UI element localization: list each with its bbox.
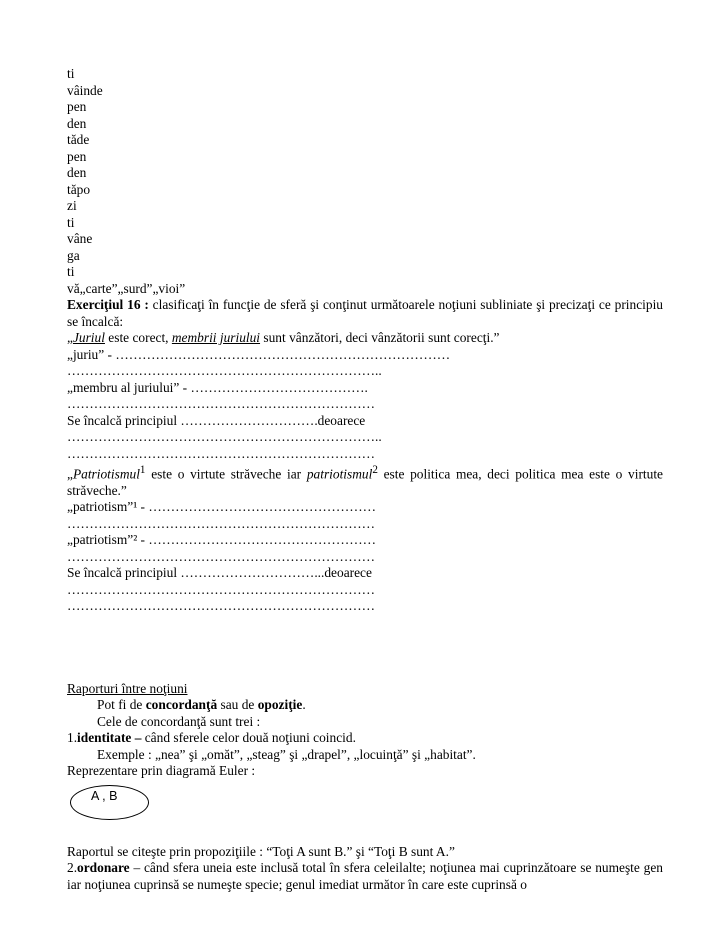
syllable-line: ti [67,214,75,230]
syllable-line: ga [67,247,80,263]
answer-line: …………………………………………………………….. [67,429,382,444]
section-heading: Raporturi între noţiuni [67,680,188,696]
syllable-line: tăde [67,132,90,147]
answer-line: „patriotism”¹ - …………………………………………… [67,499,376,515]
answer-line: …………………………………………………………… [67,396,375,411]
exercise-16-statement: Exerciţiul 16 : clasificaţi în funcţie de sferă şi conţinut următoarele noţiuni subliniate şi precizaţi ce principiu se încalcă: [67,297,663,329]
syllable-line: den [67,115,87,131]
syllable-line: vâne [67,231,93,246]
syllable-line: zi [67,198,77,213]
syllable-line: vâinde [67,82,103,98]
answer-line: …………………………………………………………… [67,515,375,531]
word-list-line: vă„carte”„surd”„vioi” [67,280,186,296]
exercise-sentence-2: „Patriotismul$^1$ este o virtute străveche iar patriotismul$^2$ este politica mea, deci politica mea este o virtute străveche.” [67,464,664,498]
list-item-identitate: 1.identitate – când sferele celor două noţiuni coincid. [67,730,356,746]
answer-line: Se încalcă principiul ………………………….deoarece [67,412,366,428]
underlined-notion: patriotismul [306,466,373,482]
exercise-title: Exerciţiul 16 : [67,297,149,312]
examples-line: Exemple : „nea” şi „omăt”, „steag” şi „drapel”, „locuinţă” şi „habitat”. [97,746,476,762]
syllable-line: tăpo [67,181,91,197]
answer-line: „membru al juriului” - …………………………………. [67,379,368,395]
syllable-line: den [67,165,87,180]
answer-line: …………………………………………………………….. [67,363,382,378]
answer-line: „juriu” - ………………………………………………………………… [67,346,451,362]
answer-line: …………………………………………………………… [67,581,375,597]
answer-line: „patriotism”² - …………………………………………… [67,532,376,548]
syllable-line: pen [67,99,87,114]
paragraph-line: Raportul se citeşte prin propoziţiile : “Toţi A sunt B.” şi “Toţi B sunt A.” [67,843,455,859]
answer-line: …………………………………………………………… [67,445,375,461]
paragraph-line: Reprezentare prin diagramă Euler : [67,763,256,779]
underlined-notion: Juriul [72,330,105,345]
exercise-sentence-1: „Juriul este corect, membrii juriului sunt vânzători, deci vânzătorii sunt corecţi.” [67,330,500,345]
answer-line: …………………………………………………………… [67,598,375,614]
syllable-line: ti [67,264,75,279]
syllable-line: ti [67,66,75,81]
underlined-notion: Patriotismul [72,466,140,482]
underlined-notion: membrii juriului [171,330,261,345]
syllable-list [67,66,663,297]
syllable-line: pen [67,148,87,164]
paragraph-line: Pot fi de concordanţă sau de opoziţie. [97,697,306,713]
answer-line: Se încalcă principiul …………………………...deoarece [67,565,372,581]
document-body [67,66,663,893]
euler-circle-label: A , B [91,788,118,803]
euler-diagram [67,780,663,822]
paragraph-line: Cele de concordanţă sunt trei : [97,713,261,729]
list-item-ordonare: 2.ordonare – când sfera uneia este inclusă total în sfera celeilalte; noţiunea mai cuprinzătoare se numeşte gen iar noţiunea cuprinsă se numeşte specie; genul imediat următor în care este cuprinsă o [67,860,663,892]
answer-line: …………………………………………………………… [67,548,375,564]
